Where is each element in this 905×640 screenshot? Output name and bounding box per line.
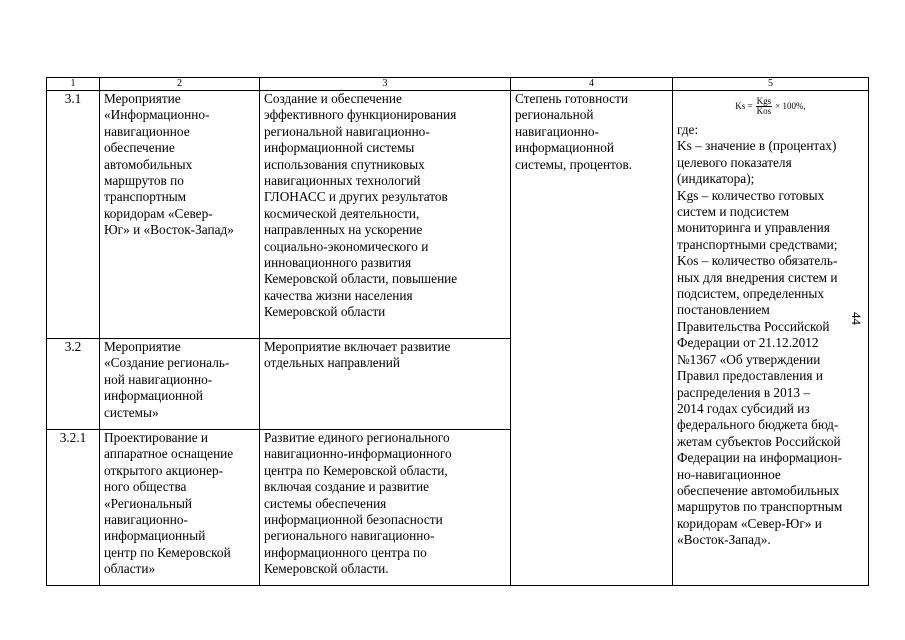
indicator-cell [511,91,673,586]
text-line: распределения в 2013 – [677,384,810,400]
text-line: области» [104,561,156,577]
text-line: региональной навигационно- [264,123,430,139]
text-line: качества жизни населения [264,287,413,303]
text-line: Kos – количество обязатель- [677,253,838,269]
text-line: коридорам «Север-Юг» и [677,515,822,531]
text-line: систем и подсистем [677,204,790,220]
text-line: навигационных технологий [264,173,421,189]
text-line: целевого показателя [677,154,792,170]
text-line: центр по Кемеровской [104,544,231,560]
text-line: маршрутов по [104,173,184,189]
header-cell: 1 [47,78,100,91]
text-line: Создание и обеспечение [264,91,402,106]
calculation-method-cell [673,91,869,586]
text-line: подсистем, определенных [677,286,824,302]
text-line: информационной [104,388,204,404]
text-line: Кемеровской области, повышение [264,271,458,287]
text-line: Kgs – количество готовых [677,187,825,203]
text-line: системы обеспечения [264,495,387,511]
formula: Ks = $\frac{\text{Kgs}}{\text{Kos}}$ × 100%, [735,96,806,116]
text-line: обеспечение [104,140,175,156]
text-line: Ks – значение в (процентах) [677,138,837,154]
text-line: навигационно-информационного [264,446,452,462]
header-cell: 4 [511,78,673,91]
text-line: ных для внедрения систем и [677,269,838,285]
text-line: навигационное [104,123,190,139]
text-line: «Восток-Запад». [677,532,771,548]
text-line: включая создание и развитие [264,479,429,495]
text-line: системы» [104,404,159,420]
text-line: обеспечение автомобильных [677,482,840,498]
text-line: Правительства Российской [677,318,830,334]
text-line: космической деятельности, [264,205,420,221]
text-line: ГЛОНАСС и других результатов [264,189,448,205]
text-line: регионального навигационно- [264,528,435,544]
text-line: информационный [104,528,206,544]
text-line: транспортными средствами; [677,236,838,252]
text-line: где: [677,122,699,137]
text-line: отдельных направлений [264,355,400,371]
text-line: (индикатора); [677,171,755,187]
table-row [47,91,869,339]
text-line: навигационно- [104,512,188,528]
row-number: 3.2 [47,339,100,430]
text-line: Мероприятие включает развитие [264,339,451,354]
text-line: маршрутов по транспортным [677,499,843,515]
text-line: информационной системы [264,140,415,156]
text-line: Мероприятие [104,91,181,106]
text-line: информационного центра по [264,544,427,560]
text-line: навигационно- [515,123,599,139]
text-line: «Создание региональ- [104,355,230,371]
text-line: Развитие единого регионального [264,430,450,445]
text-line: Степень готовности [515,91,629,106]
activity-title [100,339,260,430]
text-line: информационной [515,140,615,156]
text-line: Кемеровской области [264,304,386,320]
text-line: ного общества [104,479,187,495]
text-line: социально-экономического и [264,238,429,254]
text-line: системы, процентов. [515,156,633,172]
text-line: «Региональный [104,495,192,511]
text-line: Кемеровской области. [264,561,389,577]
header-cell: 2 [100,78,260,91]
activity-description [260,91,511,339]
activity-title [100,430,260,586]
text-line: Мероприятие [104,339,181,354]
text-line: инновационного развития [264,255,412,271]
text-line: региональной [515,107,594,123]
text-line: транспортным [104,189,187,205]
text-line: 2014 годах субсидий из [677,400,810,416]
text-line: информационной безопасности [264,512,443,528]
text-line: ной навигационно- [104,371,213,387]
header-cell: 3 [260,78,511,91]
text-line: открытого акционер- [104,462,224,478]
header-cell: 5 [673,78,869,91]
text-line: использования спутниковых [264,156,425,172]
text-line: Правил предоставления и [677,368,823,384]
program-table [46,77,869,586]
text-line: №1367 «Об утверждении [677,351,821,367]
activity-description [260,430,511,586]
text-line: Проектирование и [104,430,209,445]
text-line: коридорам «Север- [104,205,213,221]
text-line: центра по Кемеровской области, [264,462,448,478]
row-number: 3.1 [47,91,100,339]
text-line: Федерации на информацион- [677,450,843,466]
text-line: Федерации от 21.12.2012 [677,335,819,351]
page-number: 44 [849,312,864,325]
text-line: автомобильных [104,156,193,172]
text-line: эффективного функционирования [264,107,457,123]
header-row [47,78,869,91]
text-line: направленных на ускорение [264,222,423,238]
text-line: жетам субъектов Российской [677,433,841,449]
text-line: федерального бюджета бюд- [677,417,839,433]
row-number: 3.2.1 [47,430,100,586]
text-line: но-навигационное [677,466,781,482]
text-line: мониторинга и управления [677,220,830,236]
activity-description [260,339,511,430]
text-line: Юг» и «Восток-Запад» [104,222,234,238]
text-line: «Информационно- [104,107,210,123]
activity-title [100,91,260,339]
text-line: аппаратное оснащение [104,446,234,462]
text-line: постановлением [677,302,770,318]
